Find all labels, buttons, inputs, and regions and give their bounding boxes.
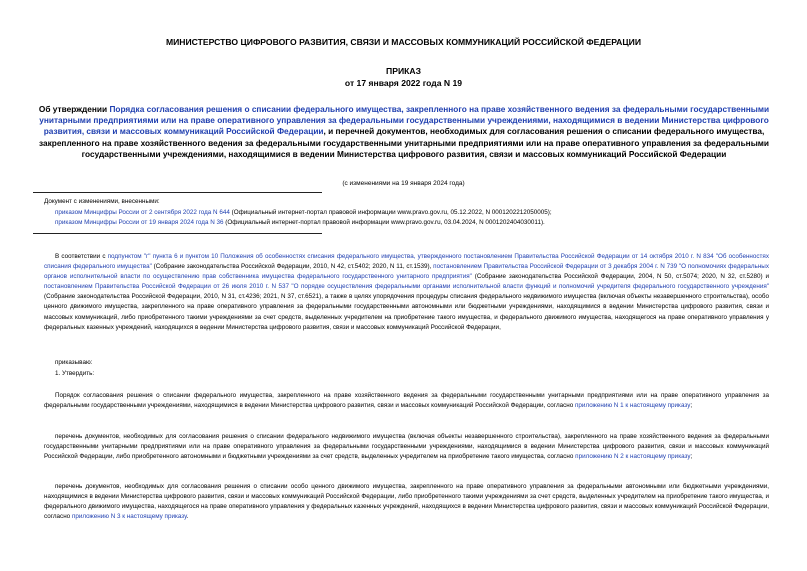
paragraph-end: .: [186, 513, 189, 521]
change-item: [44, 208, 784, 219]
preamble-paragraph: [44, 252, 769, 333]
divider-bottom: [33, 233, 322, 234]
document-type: ПРИКАЗ: [386, 66, 421, 76]
resolution-739-link[interactable]: постановлением Правительства Российской Федерации от 3 декабря 2004 г. N 739 "О полномочиях федеральных органов исполнительной власти по осуществлению прав собственника имущества федерального государственного унитарного предприятия": [44, 263, 769, 281]
change-item: [44, 218, 784, 229]
divider-top: [33, 192, 322, 193]
changes-label: Документ с изменениями, внесенными:: [44, 198, 160, 205]
title-suffix: , и перечней документов, необходимых для согласования решения о списании федерального имущества, закрепленного на праве хозяйственного ведения за федеральными государственными унитарными предприятиями или на праве оперативного управления за федеральными государственными учреждениями, находящимися в ведении Министерства цифрового развития, связи и массовых коммуникаций Российской Федерации: [38, 126, 770, 159]
approval-paragraph-1: [44, 391, 769, 411]
change-text-1: (Официальный интернет-портал правовой информации www.pravo.gov.ru, 05.12.2022, N 0001202212050005);: [229, 208, 552, 216]
preamble-text: В соответствии с: [55, 253, 108, 260]
preamble-text: (Собрание законодательства Российской Федерации, 2004, N 50, ст.5074; 2020, N 32, ст.5280) и: [471, 273, 769, 281]
ministry-heading: МИНИСТЕРСТВО ЦИФРОВОГО РАЗВИТИЯ, СВЯЗИ И МАССОВЫХ КОММУНИКАЦИЙ РОССИЙСКОЙ ФЕДЕРАЦИИ: [165, 37, 642, 47]
amendments-note: (с изменениями на 19 января 2024 года): [342, 180, 465, 187]
appendix-3-link[interactable]: приложению N 3 к настоящему приказу: [71, 513, 187, 521]
paragraph-end: ;: [690, 453, 693, 461]
title-order-link[interactable]: Порядка согласования решения о списании федерального имущества, закрепленного на праве хозяйственного ведения за федеральными государственными унитарными предприятиями или на праве оперативного управления за федеральными государственными учреждениями, находящимися в ведении Министерства цифрового развития, связи и массовых коммуникаций Российской Федерации: [39, 104, 770, 137]
regulation-834-link[interactable]: подпунктом "г" пункта 6 и пунктом 10 Положения об особенностях списания федерального имущества, утвержденного постановлением Правительства Российской Федерации от 14 октября 2010 г. N 834 "Об особенностях списания федерального имущества": [44, 253, 769, 271]
change-link-2[interactable]: приказом Минцифры России от 19 января 2024 года N 36: [55, 219, 224, 227]
document-date-number: от 17 января 2022 года N 19: [344, 78, 463, 88]
change-text-2: (Официальный интернет-портал правовой информации www.pravo.gov.ru, 03.04.2024, N 0001202404030011).: [223, 219, 545, 227]
approval-paragraph-3: [44, 482, 769, 522]
paragraph-text: Порядок согласования решения о списании федерального имущества, закрепленного на праве хозяйственного ведения за федеральными государственными унитарными предприятиями или на праве оперативного управления за федеральными государственными учреждениями, находящимися в ведении Министерства цифрового развития, связи и массовых коммуникаций Российской Федерации, согласно: [44, 392, 769, 410]
approval-paragraph-2: [44, 432, 769, 462]
resolution-537-link[interactable]: постановлением Правительства Российской Федерации от 26 июля 2010 г. N 537 "О порядке осуществления федеральными органами исполнительной власти функций и полномочий учредителя федерального государственного учреждения": [44, 283, 769, 291]
title-prefix: Об утверждении: [38, 104, 110, 114]
appendix-1-link[interactable]: приложению N 1 к настоящему приказу: [575, 402, 691, 410]
paragraph-text: перечень документов, необходимых для согласования решения о списании федерального недвижимого имущества (включая объекты незавершенного строительства), закрепленного на праве хозяйственного ведения за федеральными государственными унитарными предприятиями или на праве оперативного управления за федеральными государственными учреждениями, находящимися в ведении Министерства цифрового развития, связи и массовых коммуникаций Российской Федерации, либо приобретенного автономными и бюджетными учреждениями за счет средств, выделенных учредителем на приобретение такого имущества, согласно: [44, 433, 769, 461]
appendix-2-link[interactable]: приложению N 2 к настоящему приказу: [575, 453, 691, 461]
preamble-text: (Собрание законодательства Российской Федерации, 2010, N 31, ст.4236; 2021, N 37, ст.6521), а также в целях упорядочения процедуры списания федерального недвижимого имущества (включая объекты незавершенного строительства), особо ценного движимого имущества, закрепленного на праве оперативного управления за федеральными государственными автономными или бюджетными учреждениями, находящимися в ведении Министерства цифрового развития, связи и массовых коммуникаций, либо приобретенного такими учреждениями за счет средств, выделенных учредителем на приобретение такого имущества, и федерального движимого имущества, находящегося на праве оперативного управления у федеральных казенных учреждений, находящихся в ведении Министерства цифрового развития, связи и массовых коммуникаций Российской Федерации,: [44, 293, 769, 331]
change-link-1[interactable]: приказом Минцифры России от 2 сентября 2022 года N 644: [55, 208, 230, 216]
item-1-heading: 1. Утвердить:: [55, 370, 95, 377]
paragraph-text: перечень документов, необходимых для согласования решения о списании особо ценного движимого имущества, закрепленного на праве оперативного управления за федеральными автономными или бюджетными учреждениями, находящимися в ведении Министерства цифрового развития, связи и массовых коммуникаций Российской Федерации, либо приобретенного такими учреждениями за счет средств, выделенных учредителем на приобретение такого имущества, и федерального движимого имущества, находящегося на праве оперативного управления у федеральных казенных учреждений, находящихся в ведении Министерства цифрового развития, связи и массовых коммуникаций Российской Федерации, согласно: [44, 483, 769, 521]
order-word: приказываю:: [55, 359, 93, 366]
document-title: [34, 104, 774, 160]
paragraph-end: ;: [690, 402, 693, 410]
changes-list: [44, 197, 784, 229]
preamble-text: (Собрание законодательства Российской Федерации, 2010, N 42, ст.5402; 2020, N 11, ст.1539),: [151, 263, 434, 271]
